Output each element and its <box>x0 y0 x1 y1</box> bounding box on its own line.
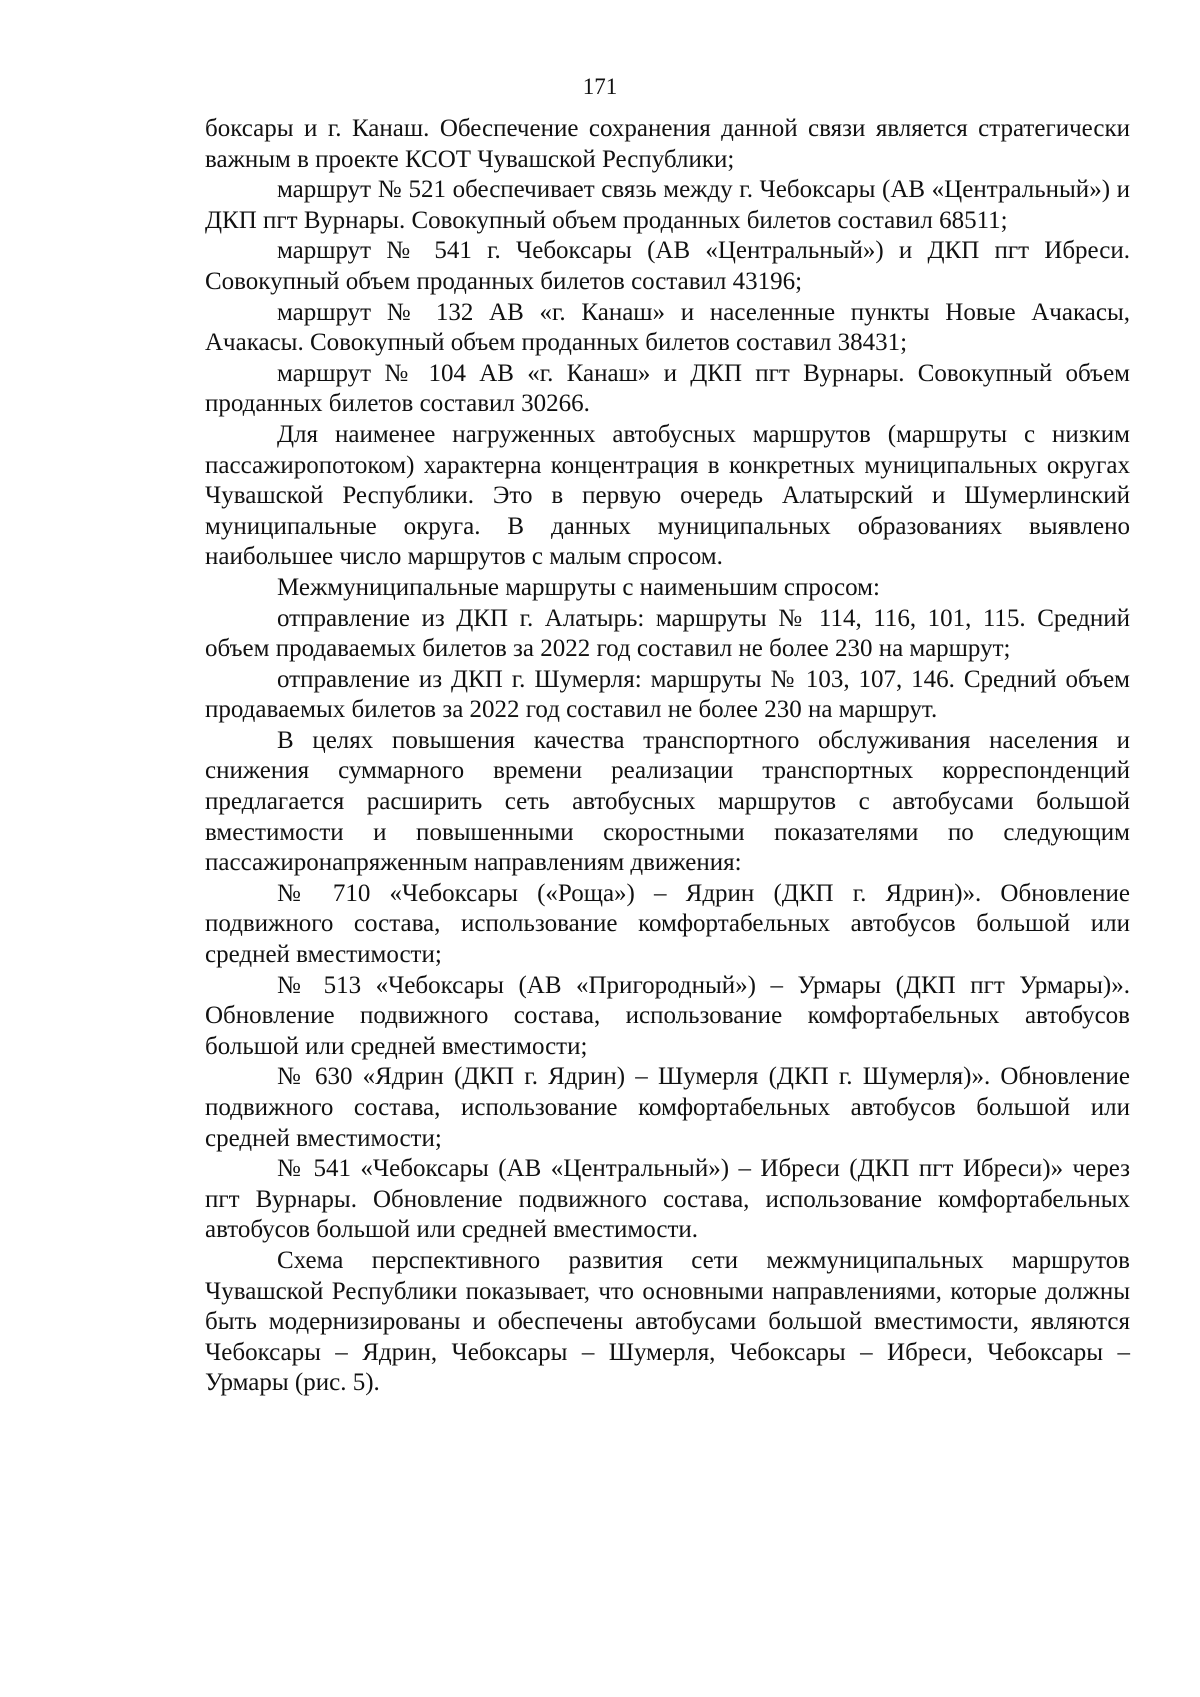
body-text <box>205 114 1130 1399</box>
paragraph-11: № 710 «Чебоксары («Роща») – Ядрин (ДКП г. Ядрин)». Обновление подвижного состава, использование комфортабельных автобусов большой или средней вместимости; <box>205 879 1130 969</box>
paragraph-14: № 541 «Чебоксары (АВ «Центральный») – Ибреси (ДКП пгт Ибреси)» через пгт Вурнары. Обновление подвижного состава, использование комфортабельных автобусов большой или средней вместимости. <box>205 1155 1130 1244</box>
paragraph-8: отправление из ДКП г. Алатырь: маршруты № 114, 116, 101, 115. Средний объем продаваемых билетов за 2022 год составил не более 230 на маршрут; <box>205 604 1130 663</box>
paragraph-2: маршрут № 521 обеспечивает связь между г. Чебоксары (АВ «Центральный») и ДКП пгт Вурнары. Совокупный объем проданных билетов составил 68511; <box>205 176 1130 234</box>
page-number: 171 <box>582 74 618 99</box>
paragraph-5: маршрут № 104 АВ «г. Канаш» и ДКП пгт Вурнары. Совокупный объем проданных билетов составил 30266. <box>205 359 1130 418</box>
paragraph-12: № 513 «Чебоксары (АВ «Пригородный») – Урмары (ДКП пгт Урмары)». Обновление подвижного состава, использование комфортабельных автобусов большой или средней вместимости; <box>205 971 1130 1060</box>
paragraph-1: боксары и г. Канаш. Обеспечение сохранения данной связи является стратегически важным в проекте КСОТ Чувашской Республики; <box>205 115 1130 173</box>
paragraph-4: маршрут № 132 АВ «г. Канаш» и населенные пункты Новые Ачакасы, Ачакасы. Совокупный объем проданных билетов составил 38431; <box>205 298 1130 357</box>
paragraph-6: Для наименее нагруженных автобусных маршрутов (маршруты с низким пассажиропотоком) характерна концентрация в конкретных муниципальных округах Чувашской Республики. Это в первую очередь Алатырский и Шумерлинский муниципальные округа. В данных муниципальных образованиях выявлено наибольшее число маршрутов с малым спросом. <box>205 420 1130 571</box>
paragraph-7: Межмуниципальные маршруты с наименьшим спросом: <box>277 573 880 601</box>
paragraph-13: № 630 «Ядрин (ДКП г. Ядрин) – Шумерля (ДКП г. Шумерля)». Обновление подвижного состава, использование комфортабельных автобусов большой или средней вместимости; <box>205 1063 1130 1152</box>
paragraph-15: Схема перспективного развития сети межмуниципальных маршрутов Чувашской Республики показывает, что основными направлениями, которые должны быть модернизированы и обеспечены автобусами большой вместимости, являются Чебоксары – Ядрин, Чебоксары – Шумерля, Чебоксары – Ибреси, Чебоксары – Урмары (рис. 5). <box>205 1246 1130 1397</box>
paragraph-3: маршрут № 541 г. Чебоксары (АВ «Центральный») и ДКП пгт Ибреси. Совокупный объем проданных билетов составил 43196; <box>205 237 1130 295</box>
paragraph-10: В целях повышения качества транспортного обслуживания населения и снижения суммарного времени реализации транспортных корреспонденций предлагается расширить сеть автобусных маршрутов с автобусами большой вместимости и повышенными скоростными показателями по следующим пассажиронапряженным направлениям движения: <box>205 726 1130 877</box>
paragraph-9: отправление из ДКП г. Шумерля: маршруты № 103, 107, 146. Средний объем продаваемых билетов за 2022 год составил не более 230 на маршрут. <box>205 665 1130 724</box>
